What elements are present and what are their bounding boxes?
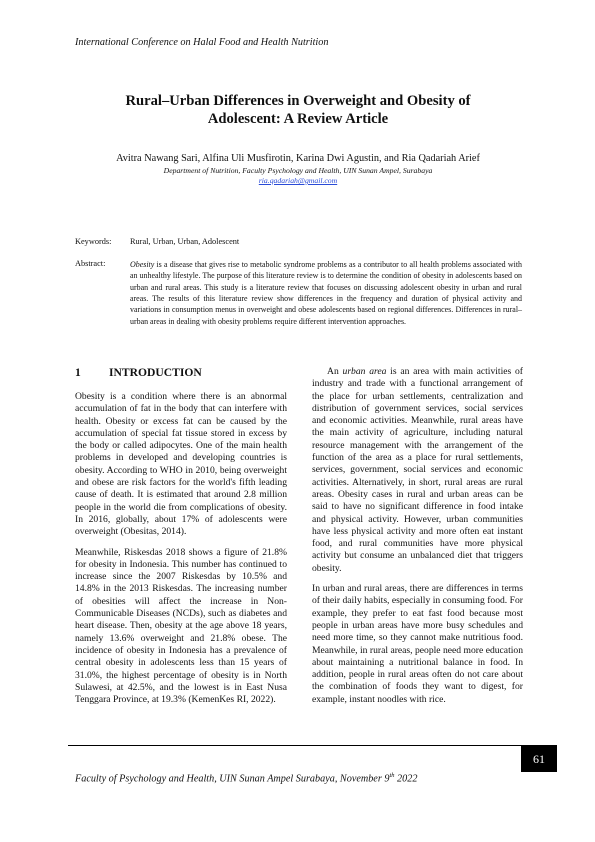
left-column	[75, 391, 287, 714]
footer-year: 2022	[394, 773, 418, 785]
abstract-label: Abstract:	[75, 259, 106, 268]
running-footer	[75, 772, 417, 784]
section-title: INTRODUCTION	[109, 366, 202, 379]
footer-text: Faculty of Psychology and Health, UIN Sunan Ampel Surabaya, November 9	[75, 773, 390, 785]
affiliation: Department of Nutrition, Faculty Psychology and Health, UIN Sunan Ampel, Surabaya	[163, 166, 433, 175]
paragraph-body: is an area with main activities of industry and trade with a functional arrangement of the place for urban settlements, centralization and distribution of government services, social services and economic activities. Meanwhile, rural areas have the main activity of agriculture, including natural resource management with the arrangement of the function of the area as a place for rural settlements, services, government, social services and economic activities. Alternatively, in short, rural areas are rural areas. Obesity cases in rural and urban areas can be said to have no significant difference in food intake and physical activity. However, urban communities have less physical activity and more often eat instant food, and rural communities have more physical activity but consume an unbalanced diet that triggers obesity.	[312, 366, 523, 574]
footer-sup: th	[389, 772, 395, 779]
abstract-lead: Obesity	[130, 260, 155, 269]
paragraph-start: An	[327, 366, 343, 377]
author-list: Avitra Nawang Sari, Alfina Uli Musfirotin, Karina Dwi Agustin, and Ria Qadariah Arief	[116, 153, 480, 164]
section-heading	[75, 366, 202, 379]
term-urban-area: urban area	[342, 366, 387, 377]
paper-title-line-2: Adolescent: A Review Article	[207, 110, 389, 127]
footer-divider	[68, 745, 521, 746]
affiliation-block	[50, 166, 546, 186]
email-link[interactable]: ria.qadariah@gmail.com	[258, 176, 338, 185]
paper-title-line-1: Rural–Urban Differences in Overweight and Obesity of	[125, 93, 471, 109]
paragraph	[312, 366, 523, 575]
section-number: 1	[75, 366, 81, 379]
paragraph: Meanwhile, Riskesdas 2018 shows a figure of 21.8% for obesity in Indonesia. This number has continued to increase since the 2007 Riskesdas by 10.5% and 14.8% in the 2013 Riskesdas. The increasing number of obesities will affect the increase in Non-Communicable Diseases (NCDs), such as diabetes and heart disease. Then, obesity at the age above 18 years, namely 13.6% overweight and 21.8% obese. The incidence of obesity in Indonesia has a prevalence of central obesity in adolescents less than 15 years of 31.0%, the highest percentage of obesity is in North Sulawesi, at 42.5%, and the lowest is in East Nusa Tenggara Province, at 19.3% (KemenKes RI, 2022).	[75, 546, 287, 706]
keywords-label: Keywords:	[75, 237, 112, 246]
paragraph: In urban and rural areas, there are differences in terms of their daily habits, especially in consuming food. For example, they prefer to eat fast food because most people in urban areas have more busy schedules and need more time, so they cannot make nutritious food. Meanwhile, in rural areas, people need more education about maintaining a nutritional balance in food. In addition, people in rural areas often do not care about the combination of foods they want to digest, for example, instant noodles with rice.	[312, 583, 523, 705]
page-number: 61	[521, 745, 557, 772]
paragraph: Obesity is a condition where there is an abnormal accumulation of fat in the body that can interfere with health. Obesity or excess fat can be caused by the accumulation of special fat tissue stored in excess by the body or called adipocytes. One of the main health problems in developed and developing countries is obesity. According to WHO in 2010, being overweight and obese are risk factors for the world's fifth leading cause of death. It is estimated that around 2.8 million people in the world die from complications of obesity. In 2016, globally, about 17% of adolescents were overweight (Obesitas, 2014).	[75, 391, 287, 538]
abstract-text	[130, 259, 522, 327]
right-column	[312, 366, 523, 714]
keywords-text: Rural, Urban, Urban, Adolescent	[130, 237, 240, 246]
abstract-body: is a disease that gives rise to metabolic syndrome problems as a contributor to all health problems associated with an unhealthy lifestyle. The purpose of this literature review is to determine the condition of obesity in adolescents based on urban and rural areas. This study is a literature review that focuses on discussing adolescent obesity in urban and rural areas. The results of this literature review show differences in the frequency and duration of physical activity and variations in consumption menus in overweight and obese adolescents based on regional differences. Differences in rural–urban areas in dealing with obesity problems require different intervention approaches.	[130, 260, 522, 326]
running-header: International Conference on Halal Food and Health Nutrition	[75, 37, 329, 48]
paper-title	[60, 93, 536, 128]
